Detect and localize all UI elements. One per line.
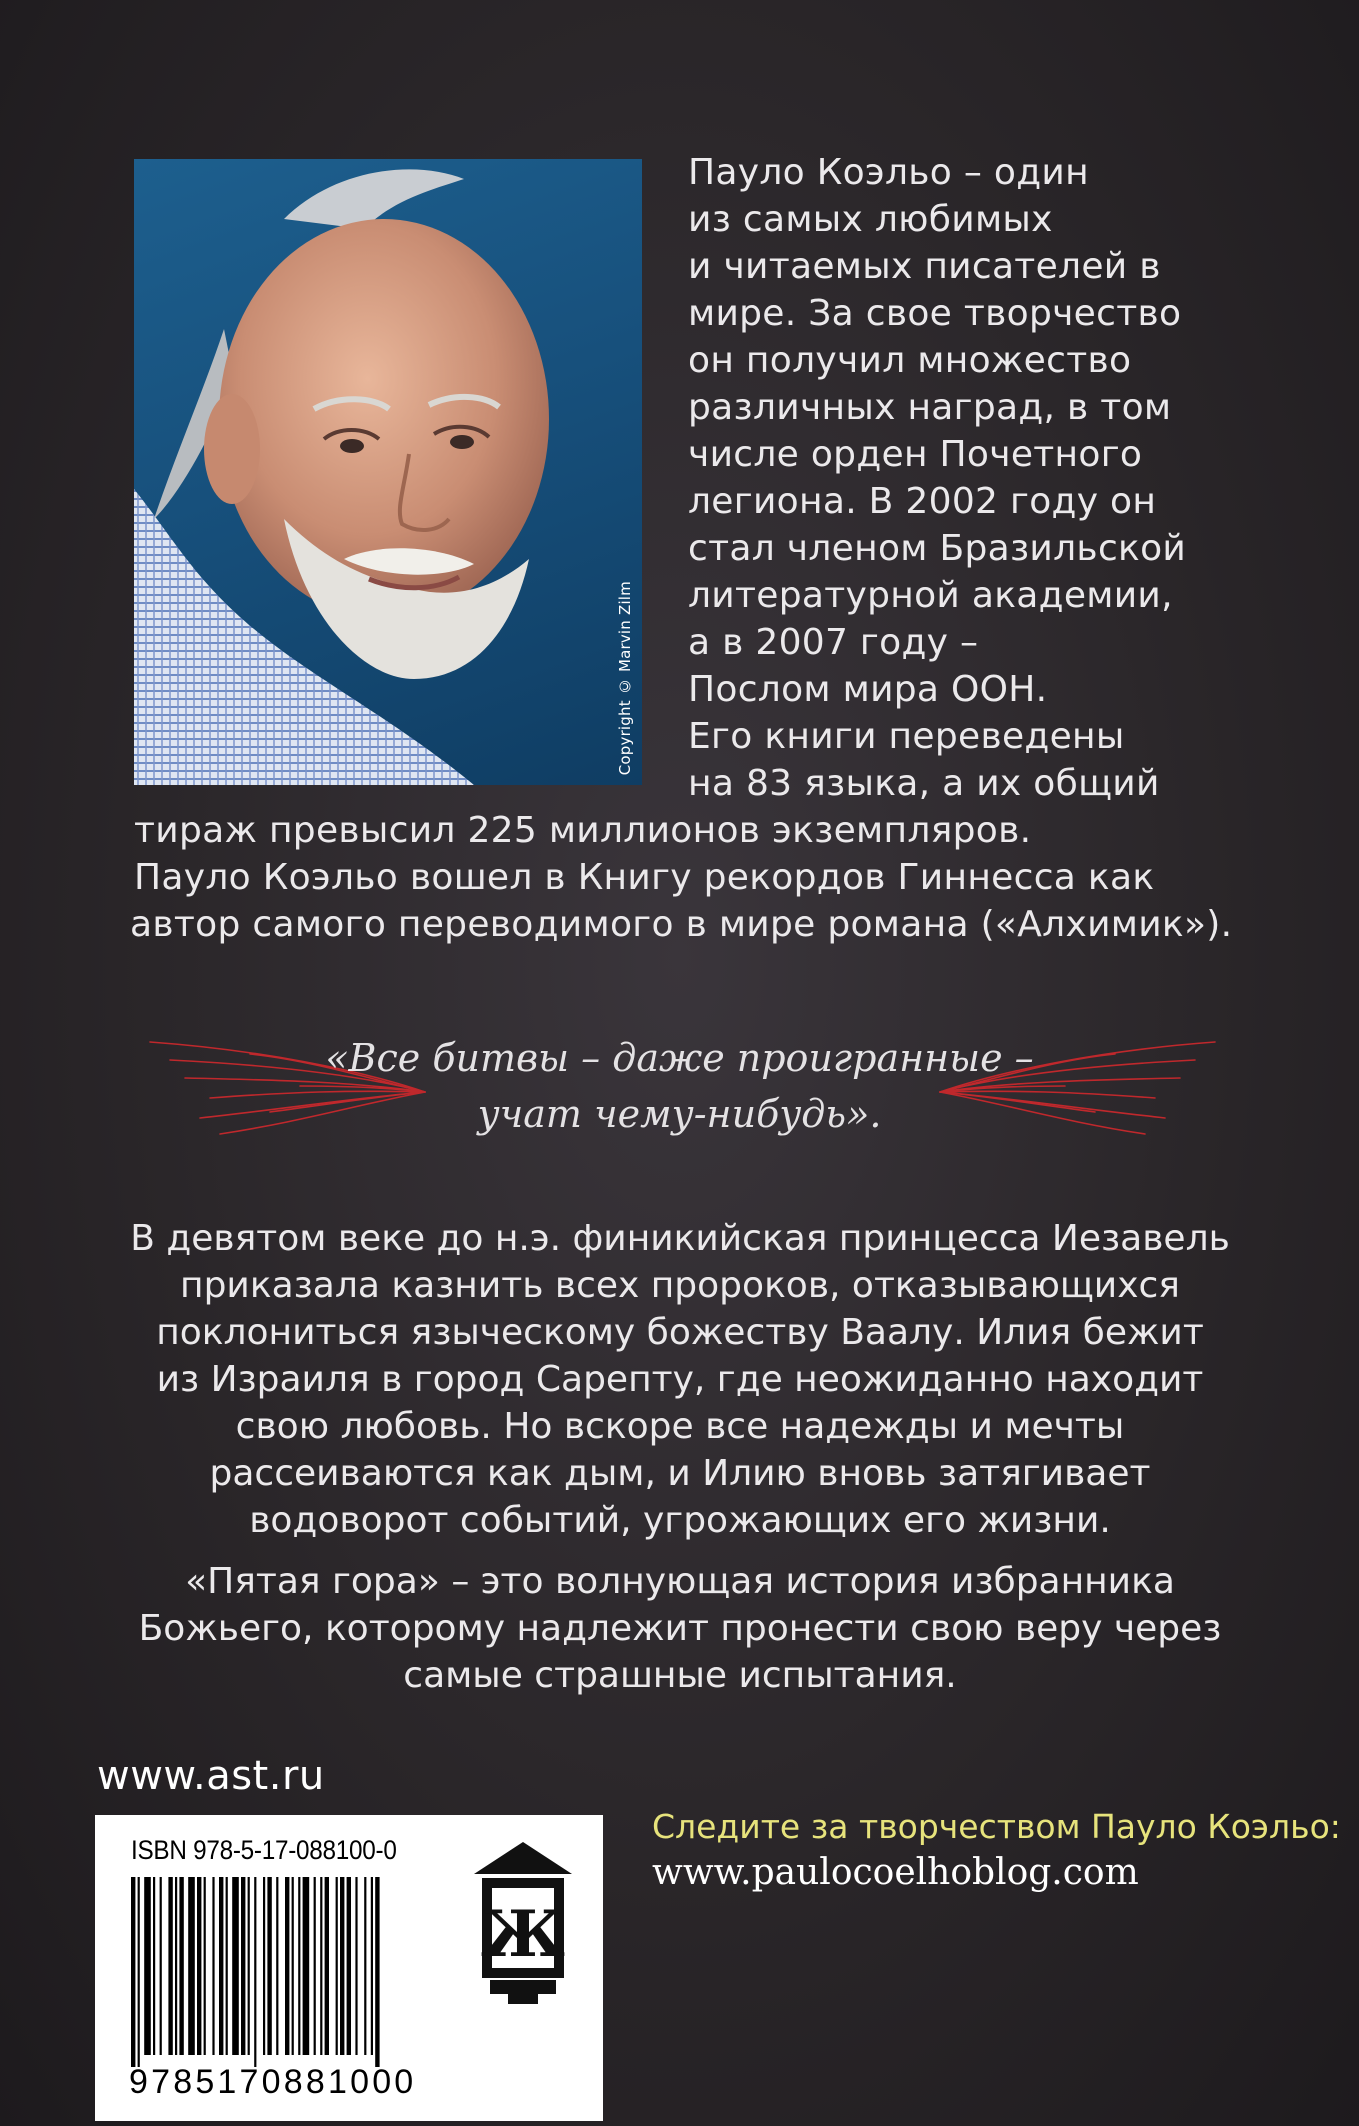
follow-author-label: Следите за творчеством Пауло Коэльо:	[652, 1807, 1341, 1846]
annotation-line: из Израиля в город Сарепту, где неожиданно находит	[156, 1359, 1204, 1400]
bio-line: Его книги переведены	[688, 716, 1125, 757]
bio-line: Пауло Коэльо – один	[688, 152, 1089, 193]
photo-credit: Copyright © Marvin Zilm	[616, 580, 634, 775]
bio-line: автор самого переводимого в мире романа («Алхимик»).	[130, 904, 1233, 945]
annotation-line: самые страшные испытания.	[403, 1655, 957, 1696]
book-annotation	[80, 1215, 1280, 1699]
bio-line: легиона. В 2002 году он	[688, 481, 1157, 522]
epigraph-quote	[0, 1030, 1359, 1142]
bio-line: из самых любимых	[688, 199, 1053, 240]
annotation-line: поклониться языческому божеству Ваалу. Илия бежит	[156, 1312, 1204, 1353]
bio-line: а в 2007 году –	[688, 622, 979, 663]
bio-line: Пауло Коэльо вошел в Книгу рекордов Гиннесса как	[134, 857, 1155, 898]
author-portrait-illustration	[134, 159, 642, 785]
bio-line: мире. За свое творчество	[688, 293, 1182, 334]
bio-line: и читаемых писателей в	[688, 246, 1161, 287]
isbn-number: ISBN 978-5-17-088100-0	[131, 1835, 397, 1865]
publisher-lantern-logo	[468, 1838, 578, 2008]
bio-line: тираж превысил 225 миллионов экземпляров.	[134, 810, 1032, 851]
annotation-line: рассеиваются как дым, и Илию вновь затягивает	[209, 1453, 1151, 1494]
publisher-logo-letter: Ж	[481, 1897, 565, 1972]
annotation-line: «Пятая гора» – это волнующая история избранника	[185, 1561, 1175, 1602]
quote-line: «Все битвы – даже проигранные –	[325, 1036, 1034, 1080]
annotation-line: водоворот событий, угрожающих его жизни.	[249, 1500, 1111, 1541]
bio-line: на 83 языка, а их общий	[688, 763, 1160, 804]
bio-line: стал членом Бразильской	[688, 528, 1187, 569]
quote-line: учат чему-нибудь».	[477, 1092, 882, 1136]
barcode-digits: 9785170881000	[129, 2063, 417, 2101]
annotation-line: Божьего, которому надлежит пронести свою веру через	[138, 1608, 1222, 1649]
bio-line: Послом мира ООН.	[688, 669, 1048, 710]
annotation-line: В девятом веке до н.э. финикийская принцесса Иезавель	[130, 1218, 1230, 1259]
bio-line: числе орден Почетного	[688, 434, 1143, 475]
bio-line: он получил множество	[688, 340, 1132, 381]
author-blog-link[interactable]: www.paulocoelhoblog.com	[652, 1852, 1139, 1893]
annotation-line: приказала казнить всех пророков, отказывающихся	[180, 1265, 1180, 1306]
publisher-website-link[interactable]: www.ast.ru	[97, 1753, 325, 1799]
author-photo	[134, 159, 642, 785]
bio-line: литературной академии,	[688, 575, 1173, 616]
annotation-line: свою любовь. Но вскоре все надежды и мечты	[235, 1406, 1125, 1447]
bio-line: различных наград, в том	[688, 387, 1172, 428]
